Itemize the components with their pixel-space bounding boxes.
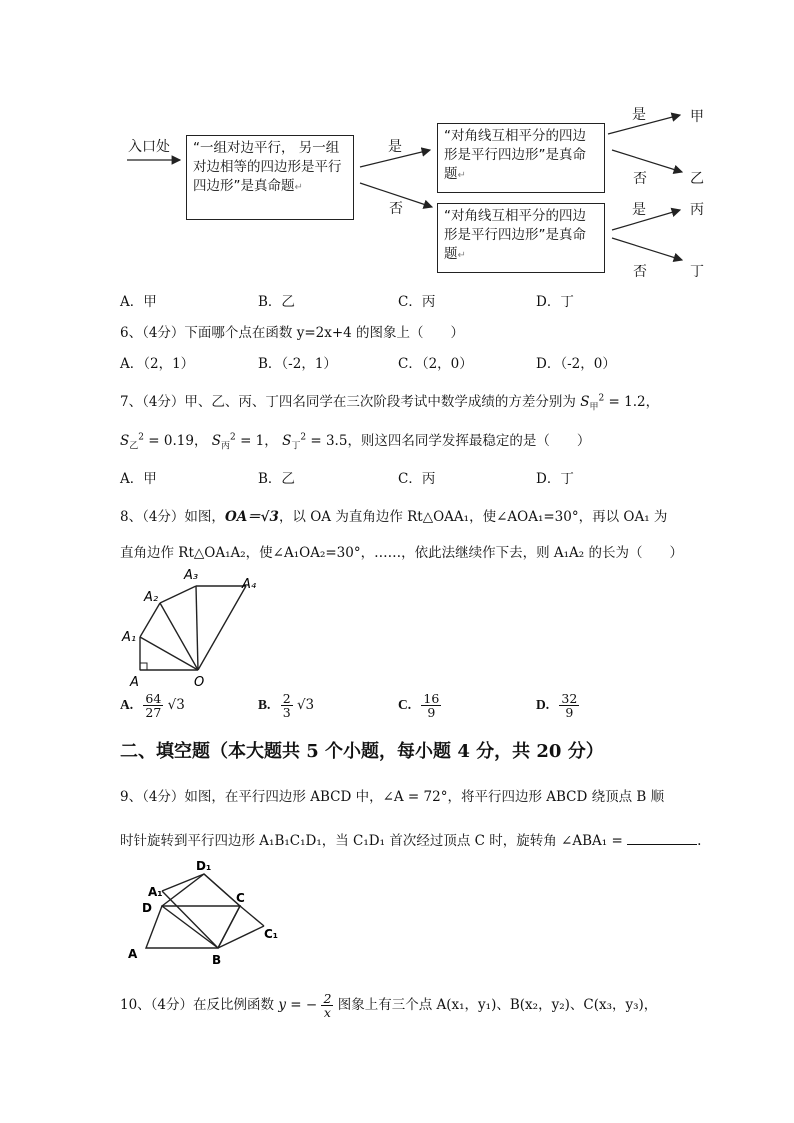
q7-option-a: A．甲 bbox=[120, 471, 157, 487]
q7-option-d: D．丁 bbox=[536, 471, 574, 487]
q8-option-b-fraction: $\frac{2}{3}$ bbox=[282, 691, 291, 720]
q8-option-a-root: √3 bbox=[167, 697, 185, 713]
return-mark: ↵ bbox=[457, 170, 466, 181]
label-d1: D₁ bbox=[196, 859, 212, 873]
q8-option-a-letter: A. bbox=[120, 697, 134, 712]
variance-ding-sup: 2 bbox=[300, 432, 307, 443]
q7-tail: ，则这四名同学发挥最稳定的是（ ） bbox=[347, 433, 591, 449]
proposition-text-3: “对角线互相平分的四边形是平行四边形”是真命题 bbox=[444, 208, 586, 262]
variance-yi-symbol: S bbox=[120, 433, 130, 449]
answer-blank[interactable] bbox=[627, 832, 697, 845]
variance-bing-symbol: S bbox=[211, 433, 222, 449]
label-o: O bbox=[194, 675, 205, 690]
return-mark: ↵ bbox=[457, 250, 466, 261]
label-d: D bbox=[142, 901, 152, 915]
q8-option-b bbox=[258, 692, 314, 719]
outcome-bing: 丙 bbox=[690, 202, 704, 218]
variance-yi-sup: 2 bbox=[138, 432, 144, 443]
q7-stem: 7、（4分）甲、乙、丙、丁四名同学在三次阶段考试中数学成绩的方差分别为 bbox=[120, 394, 576, 410]
q9-stem: 时针旋转到平行四边形 A₁B₁C₁D₁，当 C₁D₁ 首次经过顶点 C 时，旋转角 ∠ABA₁ = bbox=[120, 833, 623, 849]
proposition-text-2: “对角线互相平分的四边形是平行四边形”是真命题 bbox=[444, 128, 586, 182]
variance-ding-value: = 3.5 bbox=[310, 433, 348, 449]
variance-bing-sup: 2 bbox=[230, 432, 236, 443]
q8-option-b-root: √3 bbox=[296, 697, 315, 713]
q8-stem-a: 8、（4分）如图， bbox=[120, 509, 225, 525]
variance-ding-symbol: S bbox=[282, 433, 292, 449]
label-b: B bbox=[212, 953, 222, 967]
parallelogram-rotation-figure bbox=[118, 858, 293, 973]
variance-bing-sub: 丙 bbox=[221, 441, 231, 452]
label-a1: A₁ bbox=[122, 630, 137, 645]
outcome-jia: 甲 bbox=[690, 109, 704, 125]
oa-length: OA＝√3 bbox=[224, 509, 279, 525]
q5-option-d: D．丁 bbox=[536, 294, 574, 310]
label-a4: A₄ bbox=[242, 577, 257, 592]
return-mark: ↵ bbox=[294, 182, 303, 193]
variance-jia-sub: 甲 bbox=[589, 402, 599, 413]
q6-option-b: B．（-2，1） bbox=[258, 356, 337, 372]
q5-option-a: A．甲 bbox=[120, 294, 157, 310]
no-label-2: 否 bbox=[633, 171, 647, 187]
yes-label-1: 是 bbox=[388, 139, 402, 155]
variance-jia-sup: 2 bbox=[598, 393, 605, 404]
q10-function-left: y = − bbox=[278, 997, 318, 1013]
no-label-1: 否 bbox=[389, 201, 403, 217]
q8-line-1 bbox=[120, 505, 667, 525]
q6-option-c: C．（2，0） bbox=[398, 356, 473, 372]
q6-stem: 6、（4分）下面哪个点在函数 y=2x+4 的图象上（ ） bbox=[120, 325, 465, 341]
q10-line-1 bbox=[120, 992, 657, 1019]
label-a: A bbox=[130, 675, 139, 690]
proposition-box-1 bbox=[186, 135, 354, 220]
q7-option-b: B．乙 bbox=[258, 471, 295, 487]
q6-option-a: A．（2，1） bbox=[120, 356, 195, 372]
q5-option-c: C．丙 bbox=[398, 294, 436, 310]
q8-line-2: 直角边作 Rt△OA₁A₂，使∠A₁OA₂=30°，……，依此法继续作下去，则 A₁A₂ 的长为（ ） bbox=[120, 545, 683, 561]
yes-label-2: 是 bbox=[632, 107, 646, 123]
variance-ding-sub: 丁 bbox=[291, 441, 301, 452]
q8-option-c-letter: C. bbox=[398, 697, 412, 712]
label-a: A bbox=[128, 947, 138, 961]
entry-label: 入口处 bbox=[128, 139, 170, 155]
q7-line-1 bbox=[120, 390, 659, 413]
yes-label-3: 是 bbox=[632, 202, 646, 218]
q8-option-d-letter: D. bbox=[536, 697, 550, 712]
label-c1: C₁ bbox=[264, 927, 279, 941]
q8-option-c bbox=[398, 692, 441, 719]
q6-option-d: D．（-2，0） bbox=[536, 356, 616, 372]
label-a1: A₁ bbox=[148, 885, 163, 899]
proposition-box-3 bbox=[437, 203, 605, 273]
variance-bing-value: = 1， bbox=[240, 433, 278, 449]
q9-line-1: 9、（4分）如图，在平行四边形 ABCD 中，∠A = 72°，将平行四边形 ABCD 绕顶点 B 顺 bbox=[120, 789, 665, 805]
q5-option-b: B．乙 bbox=[258, 294, 295, 310]
variance-jia-value: = 1.2， bbox=[608, 394, 660, 410]
q9-line-2: 时针旋转到平行四边形 A₁B₁C₁D₁，当 C₁D₁ 首次经过顶点 C 时，旋转角 ∠ABA₁ = . bbox=[120, 833, 702, 849]
label-c: C bbox=[236, 891, 245, 905]
outcome-yi: 乙 bbox=[690, 171, 704, 187]
q8-stem-b: ，以 OA 为直角边作 Rt△OAA₁，使∠AOA₁=30°，再以 OA₁ 为 bbox=[278, 509, 668, 525]
q10-function-fraction: $\frac{2}{x}$ bbox=[323, 991, 332, 1020]
q10-stem: 10、（4分）在反比例函数 bbox=[120, 997, 275, 1013]
q8-option-d bbox=[536, 692, 579, 719]
q8-option-a bbox=[120, 692, 185, 719]
q7-line-2 bbox=[120, 429, 590, 452]
no-label-3: 否 bbox=[633, 264, 647, 280]
q8-option-c-fraction: $\frac{16}{9}$ bbox=[423, 691, 440, 720]
q8-option-a-fraction: $\frac{64}{27}$ bbox=[145, 691, 162, 720]
q7-option-c: C．丙 bbox=[398, 471, 436, 487]
outcome-ding: 丁 bbox=[690, 264, 704, 280]
q8-option-b-letter: B. bbox=[258, 697, 271, 712]
variance-yi-value: = 0.19， bbox=[148, 433, 208, 449]
spiral-triangle-figure bbox=[118, 565, 268, 690]
section-2-title: 二、填空题（本大题共 5 个小题，每小题 4 分，共 20 分） bbox=[120, 741, 604, 762]
variance-jia-symbol: S bbox=[580, 394, 590, 410]
proposition-box-2 bbox=[437, 123, 605, 193]
label-a2: A₂ bbox=[144, 590, 159, 605]
variance-yi-sub: 乙 bbox=[129, 441, 139, 452]
q10-points: 图象上有三个点 A(x₁，y₁)、B(x₂，y₂)、C(x₃，y₃)， bbox=[337, 997, 658, 1013]
proposition-text-1: “一组对边平行， 另一组对边相等的四边形是平行四边形”是真命题 bbox=[193, 140, 342, 194]
q8-option-d-fraction: $\frac{32}{9}$ bbox=[561, 691, 578, 720]
label-a3: A₃ bbox=[184, 568, 199, 583]
